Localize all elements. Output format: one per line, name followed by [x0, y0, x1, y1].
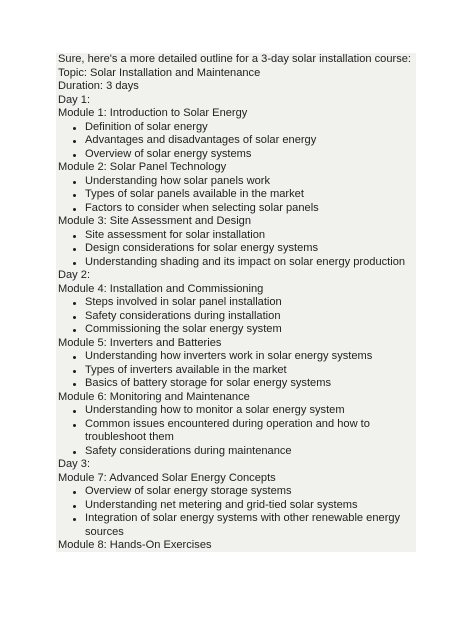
module-3-title: Module 3: Site Assessment and Design — [58, 215, 252, 227]
list-item: Common issues encountered during operation and how to troubleshoot them — [58, 418, 416, 445]
bullet-icon — [73, 248, 76, 251]
bullet-icon — [73, 127, 76, 130]
module-2-list — [58, 175, 416, 216]
topic-line: Topic: Solar Installation and Maintenance — [58, 66, 261, 79]
module-3-list — [58, 229, 416, 270]
list-item: Understanding net metering and grid-tied solar systems — [58, 499, 416, 513]
module-5-title: Module 5: Inverters and Batteries — [58, 336, 222, 349]
bullet-icon — [73, 140, 76, 143]
list-item: Safety considerations during maintenance — [58, 445, 416, 459]
module-4-title: Module 4: Installation and Commissioning — [58, 282, 264, 295]
bullet-icon — [73, 356, 76, 359]
list-item: Design considerations for solar energy systems — [58, 242, 416, 256]
list-item: Types of solar panels available in the market — [58, 188, 416, 202]
bullet-icon — [73, 505, 76, 508]
list-item: Understanding how solar panels work — [58, 175, 416, 189]
bullet-icon — [73, 518, 76, 521]
day-2-heading: Day 2: — [58, 269, 91, 281]
bullet-icon — [73, 262, 76, 265]
module-6-list — [58, 404, 416, 458]
bullet-icon — [73, 424, 76, 427]
module-5-list — [58, 350, 416, 391]
duration-line: Duration: 3 days — [58, 80, 139, 92]
bullet-icon — [73, 302, 76, 305]
bullet-icon — [73, 491, 76, 494]
list-item: Steps involved in solar panel installation — [58, 296, 416, 310]
bullet-icon — [73, 329, 76, 332]
list-item: Understanding how inverters work in solar energy systems — [58, 350, 416, 364]
day-1-heading: Day 1: — [58, 93, 91, 106]
list-item: Site assessment for solar installation — [58, 229, 416, 243]
list-item: Factors to consider when selecting solar panels — [58, 202, 416, 216]
module-2-title: Module 2: Solar Panel Technology — [58, 161, 227, 173]
bullet-icon — [73, 370, 76, 373]
course-outline — [56, 53, 416, 552]
list-item: Integration of solar energy systems with other renewable energy sources — [58, 512, 416, 539]
list-item: Overview of solar energy systems — [58, 148, 416, 162]
module-7-title: Module 7: Advanced Solar Energy Concepts — [58, 471, 276, 484]
list-item: Advantages and disadvantages of solar energy — [58, 134, 416, 148]
bullet-icon — [73, 451, 76, 454]
list-item: Understanding shading and its impact on solar energy production — [58, 256, 416, 270]
bullet-icon — [73, 316, 76, 319]
bullet-icon — [73, 208, 76, 211]
list-item: Safety considerations during installation — [58, 310, 416, 324]
day-3-heading: Day 3: — [58, 458, 91, 470]
module-8-title: Module 8: Hands-On Exercises — [58, 539, 212, 551]
module-1-title: Module 1: Introduction to Solar Energy — [58, 107, 248, 119]
intro-text: Sure, here's a more detailed outline for a 3-day solar installation course: — [58, 53, 411, 65]
list-item: Understanding how to monitor a solar energy system — [58, 404, 416, 418]
list-item: Types of inverters available in the market — [58, 364, 416, 378]
module-4-list — [58, 296, 416, 337]
list-item: Basics of battery storage for solar energy systems — [58, 377, 416, 391]
bullet-icon — [73, 235, 76, 238]
list-item: Commissioning the solar energy system — [58, 323, 416, 337]
bullet-icon — [73, 194, 76, 197]
module-7-list — [58, 485, 416, 539]
module-6-title: Module 6: Monitoring and Maintenance — [58, 390, 250, 403]
list-item: Definition of solar energy — [58, 121, 416, 135]
bullet-icon — [73, 181, 76, 184]
bullet-icon — [73, 410, 76, 413]
list-item: Overview of solar energy storage systems — [58, 485, 416, 499]
module-1-list — [58, 121, 416, 162]
bullet-icon — [73, 383, 76, 386]
bullet-icon — [73, 154, 76, 157]
